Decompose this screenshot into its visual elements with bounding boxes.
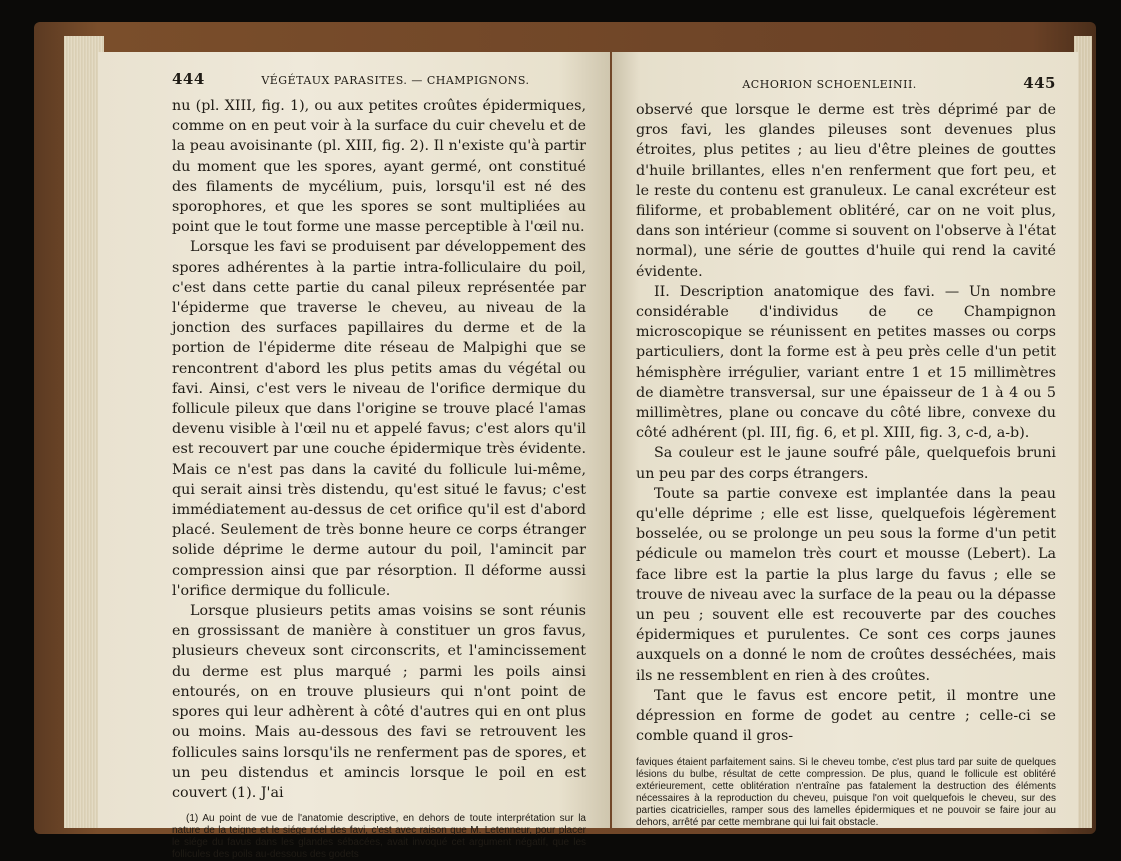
book	[34, 22, 1096, 861]
right-page-number: 445	[1023, 74, 1056, 92]
right-paragraph-1: observé que lorsque le derme est très déprimé par de gros favi, les glandes pileuses sont devenues plus étroites, plus petites ; au lieu d'être pleines de gouttes d'huile brillantes, elles n'en renferment que fort peu, et le reste du contenu est granuleux. Le canal excréteur est filiforme, et probablement oblitéré, car on ne voit plus, dans son intérieur (comme si souvent on l'observe à l'état normal), une série de gouttes d'huile qui rend la cavité évidente.	[636, 102, 1056, 280]
left-paragraph-3: Lorsque plusieurs petits amas voisins se sont réunis en grossissant de manière à constituer un gros favus, plusieurs cheveux sont circonscrits, et l'amincissement du derme est plus marqué ; parmi les poils ainsi entourés, on en trouve plusieurs qui n'ont point de spores qui leur adhèrent à côté d'autres qui en ont plus ou moins. Mais au-dessous des favi se retrouvent les follicules sains lorsqu'ils ne renferment pas de spores, et un peu distendus et amincis lorsque le poil en est couvert (1). J'ai	[172, 603, 586, 801]
right-paragraph-3: Sa couleur est le jaune soufré pâle, quelquefois bruni un peu par des corps étrangers.	[636, 445, 1056, 482]
right-page	[612, 52, 1078, 828]
left-page-number: 444	[172, 70, 205, 88]
right-paragraph-4: Toute sa partie convexe est implantée dans la peau qu'elle déprime ; elle est lisse, quelquefois légèrement bosselée, ou se prolonge un peu sous la forme d'un petit pédicule ou mamelon très court et mousse (Lebert). La face libre est la partie la plus large du favus ; elle se trouve de niveau avec la surface de la peau ou la dépasse un peu ; souvent elle est recouverte par des couches épidermiques et purulentes. Ce sont ces corps jaunes auxquels on a donné le nom de croûtes desséchées, mais ils ne ressemblent en rien à des croûtes.	[636, 485, 1056, 684]
left-running-head	[172, 70, 586, 88]
left-footnote: (1) Au point de vue de l'anatomie descriptive, en dehors de toute interprétation sur la nature de la teigne et le siége réel des favi, c'est avec raison que M. Letenneur, pour placer le siége du favus dans les glandes sébacées, avait invoqué cet argument négatif, que les follicules des poils au-dessous des godets	[172, 813, 586, 861]
right-running-title: ACHORION SCHOENLEINII.	[742, 78, 917, 91]
left-paragraph-2: Lorsque les favi se produisent par développement des spores adhérentes à la partie intra-folliculaire du poil, c'est dans cette partie du canal pileux représentée par l'épiderme que traverse le cheveu, au niveau de la jonction des surfaces papillaires du derme et de la portion de l'épiderme dite réseau de Malpighi que se rencontrent d'abord les plus petits amas du végétal ou favi. Ainsi, c'est vers le niveau de l'orifice dermique du follicule pileux que dans l'origine se trouve placé l'amas devenu visible à l'œil nu et appelé favus; c'est alors qu'il est recouvert par une couche épidermique très évidente. Mais ce n'est pas dans la cavité du follicule lui-même, qui serait ainsi très distendu, qu'est situé le favus; c'est immédiatement au-dessus de cet orifice qu'il est d'abord placé. Seulement de très bonne heure ce corps étranger solide déprime le derme autour du poil, l'amincit par compression ainsi que par résorption. Il déforme aussi l'orifice dermique du follicule.	[172, 239, 586, 599]
right-paragraph-5: Tant que le favus est encore petit, il montre une dépression en forme de godet au centre ; celle-ci se comble quand il gros-	[636, 687, 1056, 745]
left-running-title: VÉGÉTAUX PARASITES. — CHAMPIGNONS.	[261, 74, 530, 87]
right-footnote: faviques étaient parfaitement sains. Si le cheveu tombe, c'est plus tard par suite de quelques lésions du bulbe, résultat de cette compression. De plus, quand le follicule est oblitéré extérieurement, cette oblitération n'entraîne pas fatalement la destruction des éléments nécessaires à la reproduction du cheveu, puisque l'on voit quelquefois le cheveu, sur des parties cicatricielles, ramper sous des lamelles épidermiques et ne pouvoir se faire jour au dehors, arrêté par cette membrane qui lui fait obstacle.	[636, 756, 1056, 828]
right-paragraph-2: II. Description anatomique des favi. — Un nombre considérable d'individus de ce Champignon microscopique se réunissent en petites masses ou corps particuliers, dont la forme est à peu près celle d'un petit hémisphère irrégulier, variant entre 1 et 15 millimètres de diamètre transversal, sur une épaisseur de 1 à 4 ou 5 millimètres, plane ou concave du côté libre, convexe du côté adhérent (pl. III, fig. 6, et pl. XIII, fig. 3, c-d, a-b).	[636, 283, 1056, 442]
left-page	[98, 52, 610, 861]
left-paragraph-1: nu (pl. XIII, fig. 1), ou aux petites croûtes épidermiques, comme on en peut voir à la surface du cuir chevelu et de la peau avoisinante (pl. XIII, fig. 2). Il n'existe qu'à partir du moment que les spores, ayant germé, ont constitué des filaments de mycélium, puis, lorsqu'il est né des sporophores, et que les spores se sont multipliées au point que le tout forme une masse perceptible à l'œil nu.	[172, 98, 586, 236]
right-running-head	[636, 74, 1056, 92]
